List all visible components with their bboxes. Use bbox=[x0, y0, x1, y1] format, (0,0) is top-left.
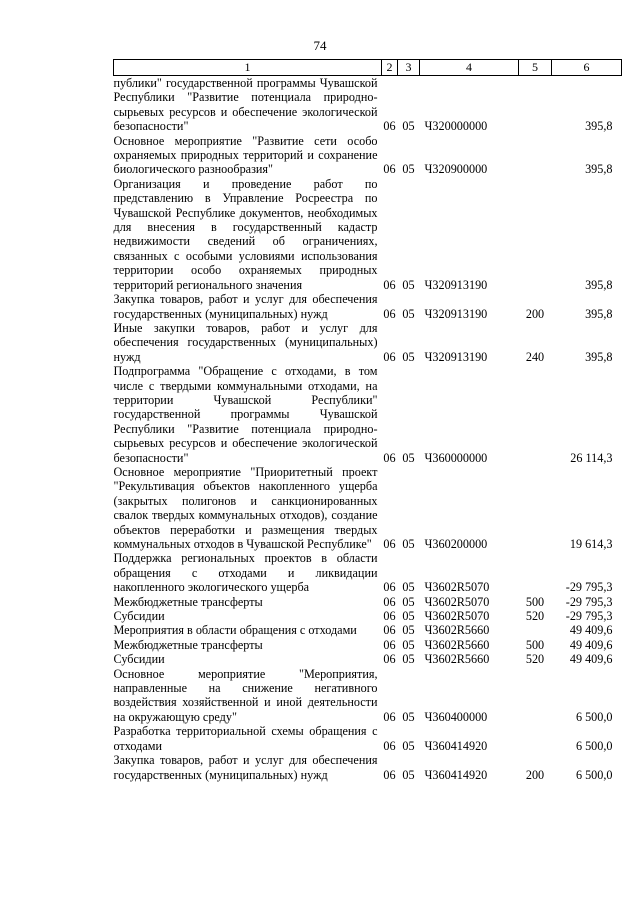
target-article-code-cell bbox=[420, 364, 519, 465]
target-article-code-cell bbox=[420, 76, 519, 134]
row-name: Субсидии bbox=[113, 609, 165, 624]
section-code-cell bbox=[382, 724, 398, 753]
section-code-cell bbox=[382, 76, 398, 134]
expense-type-code-cell bbox=[519, 551, 552, 594]
subsection-code-cell bbox=[398, 724, 420, 753]
row-name-cell bbox=[114, 753, 382, 782]
row-name-cell bbox=[114, 177, 382, 292]
row-name: Межбюджетные трансферты bbox=[113, 594, 263, 609]
subsection-code-cell bbox=[398, 364, 420, 465]
amount: 395,8 bbox=[585, 119, 613, 134]
col-header-4: 4 bbox=[420, 60, 519, 76]
section-code-cell bbox=[382, 134, 398, 177]
amount-cell bbox=[552, 364, 622, 465]
table-row bbox=[114, 465, 622, 551]
expense-type-code-cell bbox=[519, 321, 552, 364]
subsection-code-cell bbox=[398, 638, 420, 652]
subsection-code: 05 bbox=[402, 652, 415, 667]
table-row bbox=[114, 321, 622, 364]
target-article-code: Ч3602R5660 bbox=[424, 637, 490, 652]
subsection-code-cell bbox=[398, 667, 420, 725]
row-name: публики" государственной программы Чувашской Республики "Развитие потенциала природно-сырьевых ресурсов и обеспечение экологической безопасности" bbox=[113, 76, 378, 134]
amount: 49 409,6 bbox=[569, 637, 613, 652]
section-code: 06 bbox=[383, 349, 396, 364]
subsection-code-cell bbox=[398, 609, 420, 623]
expense-type-code-cell bbox=[519, 667, 552, 725]
subsection-code: 05 bbox=[402, 162, 415, 177]
expense-type-code-cell bbox=[519, 753, 552, 782]
section-code: 06 bbox=[383, 709, 396, 724]
subsection-code: 05 bbox=[402, 738, 415, 753]
subsection-code: 05 bbox=[402, 580, 415, 595]
table-row bbox=[114, 364, 622, 465]
expense-type-code-cell bbox=[519, 292, 552, 321]
target-article-code-cell bbox=[420, 623, 519, 637]
expense-type-code-cell bbox=[519, 465, 552, 551]
target-article-code-cell bbox=[420, 134, 519, 177]
section-code: 06 bbox=[383, 306, 396, 321]
amount-cell bbox=[552, 177, 622, 292]
row-name-cell bbox=[114, 638, 382, 652]
expense-type-code-cell bbox=[519, 623, 552, 637]
target-article-code: Ч3602R5070 bbox=[424, 594, 490, 609]
section-code-cell bbox=[382, 465, 398, 551]
amount-cell bbox=[552, 667, 622, 725]
row-name-cell bbox=[114, 609, 382, 623]
row-name-cell bbox=[114, 551, 382, 594]
target-article-code-cell bbox=[420, 551, 519, 594]
target-article-code: Ч3602R5070 bbox=[424, 580, 490, 595]
col-header-1: 1 bbox=[114, 60, 382, 76]
subsection-code: 05 bbox=[402, 306, 415, 321]
subsection-code: 05 bbox=[402, 450, 415, 465]
amount: 395,8 bbox=[585, 349, 613, 364]
target-article-code-cell bbox=[420, 321, 519, 364]
section-code: 06 bbox=[383, 580, 396, 595]
table-header-row bbox=[114, 60, 622, 76]
row-name-cell bbox=[114, 667, 382, 725]
subsection-code: 05 bbox=[402, 119, 415, 134]
table-row bbox=[114, 652, 622, 666]
section-code-cell bbox=[382, 609, 398, 623]
amount-cell bbox=[552, 609, 622, 623]
section-code-cell bbox=[382, 652, 398, 666]
target-article-code: Ч360200000 bbox=[424, 537, 488, 551]
amount: -29 795,3 bbox=[565, 609, 613, 624]
table-row bbox=[114, 623, 622, 637]
amount-cell bbox=[552, 321, 622, 364]
table-row bbox=[114, 724, 622, 753]
expense-type-code: 200 bbox=[525, 767, 545, 782]
amount: 6 500,0 bbox=[575, 767, 613, 782]
amount: -29 795,3 bbox=[565, 580, 613, 595]
row-name-cell bbox=[114, 595, 382, 609]
subsection-code-cell bbox=[398, 623, 420, 637]
row-name-cell bbox=[114, 364, 382, 465]
target-article-code-cell bbox=[420, 609, 519, 623]
section-code-cell bbox=[382, 551, 398, 594]
table-row bbox=[114, 667, 622, 725]
target-article-code-cell bbox=[420, 465, 519, 551]
section-code: 06 bbox=[383, 450, 396, 465]
row-name: Основное мероприятие "Приоритетный проект "Рекультивация объектов накопленного ущерба (закрытых полигонов и санкционированных свалок твердых коммунальных отходов), создание объектов переработки и размещения твердых коммунальных отходов в Чувашской Республике" bbox=[113, 464, 378, 551]
amount-cell bbox=[552, 623, 622, 637]
amount: 395,8 bbox=[585, 306, 613, 321]
amount-cell bbox=[552, 724, 622, 753]
target-article-code: Ч320913190 bbox=[424, 306, 488, 321]
amount: 49 409,6 bbox=[569, 623, 613, 638]
subsection-code: 05 bbox=[402, 594, 415, 609]
section-code-cell bbox=[382, 177, 398, 292]
row-name: Закупка товаров, работ и услуг для обеспечения государственных (муниципальных) нужд bbox=[113, 753, 378, 782]
table-row bbox=[114, 609, 622, 623]
expense-type-code-cell bbox=[519, 364, 552, 465]
subsection-code-cell bbox=[398, 652, 420, 666]
subsection-code: 05 bbox=[402, 537, 415, 551]
amount: 26 114,3 bbox=[570, 450, 613, 465]
expense-type-code: 520 bbox=[525, 609, 545, 624]
target-article-code: Ч360414920 bbox=[424, 767, 488, 782]
row-name: Подпрограмма "Обращение с отходами, в том числе с твердыми коммунальными отходами, на территории Чувашской Республики" государственной программы Чувашской Республики "Развитие потенциала природно-сырьевых ресурсов и обеспечение экологической безопасности" bbox=[113, 364, 378, 465]
row-name-cell bbox=[114, 134, 382, 177]
subsection-code-cell bbox=[398, 177, 420, 292]
section-code-cell bbox=[382, 753, 398, 782]
section-code-cell bbox=[382, 638, 398, 652]
section-code: 06 bbox=[383, 738, 396, 753]
expense-type-code-cell bbox=[519, 724, 552, 753]
subsection-code-cell bbox=[398, 76, 420, 134]
row-name-cell bbox=[114, 292, 382, 321]
target-article-code: Ч3602R5070 bbox=[424, 609, 490, 624]
subsection-code: 05 bbox=[402, 709, 415, 724]
row-name-cell bbox=[114, 465, 382, 551]
subsection-code-cell bbox=[398, 292, 420, 321]
amount: 6 500,0 bbox=[575, 738, 613, 753]
target-article-code-cell bbox=[420, 638, 519, 652]
amount: 6 500,0 bbox=[575, 709, 613, 724]
subsection-code-cell bbox=[398, 321, 420, 364]
expense-type-code-cell bbox=[519, 609, 552, 623]
section-code-cell bbox=[382, 292, 398, 321]
subsection-code: 05 bbox=[402, 349, 415, 364]
table-row bbox=[114, 551, 622, 594]
col-header-3: 3 bbox=[398, 60, 420, 76]
target-article-code-cell bbox=[420, 724, 519, 753]
amount-cell bbox=[552, 595, 622, 609]
target-article-code: Ч320913190 bbox=[424, 349, 488, 364]
section-code: 06 bbox=[383, 609, 396, 624]
table-row bbox=[114, 134, 622, 177]
section-code: 06 bbox=[383, 767, 396, 782]
table-row bbox=[114, 595, 622, 609]
subsection-code-cell bbox=[398, 551, 420, 594]
table-row bbox=[114, 292, 622, 321]
subsection-code: 05 bbox=[402, 637, 415, 652]
subsection-code-cell bbox=[398, 134, 420, 177]
col-header-5: 5 bbox=[519, 60, 552, 76]
section-code: 06 bbox=[383, 637, 396, 652]
subsection-code: 05 bbox=[402, 767, 415, 782]
row-name: Основное мероприятие "Развитие сети особо охраняемых природных территорий и сохранение биологического разнообразия" bbox=[113, 133, 378, 177]
subsection-code-cell bbox=[398, 595, 420, 609]
row-name-cell bbox=[114, 652, 382, 666]
target-article-code: Ч3602R5660 bbox=[424, 652, 490, 667]
row-name-cell bbox=[114, 321, 382, 364]
row-name: Поддержка региональных проектов в области обращения с отходами и ликвидации накопленного экологического ущерба bbox=[113, 551, 378, 595]
section-code: 06 bbox=[383, 623, 396, 638]
target-article-code: Ч3602R5660 bbox=[424, 623, 490, 638]
col-header-2: 2 bbox=[382, 60, 398, 76]
row-name: Основное мероприятие "Мероприятия, направленные на снижение негативного воздействия хозяйственной и иной деятельности на окружающую среду" bbox=[113, 666, 378, 724]
target-article-code: Ч360400000 bbox=[424, 709, 488, 724]
amount-cell bbox=[552, 134, 622, 177]
target-article-code-cell bbox=[420, 667, 519, 725]
expense-type-code: 240 bbox=[525, 349, 545, 364]
target-article-code: Ч360000000 bbox=[424, 450, 488, 465]
section-code-cell bbox=[382, 321, 398, 364]
row-name: Закупка товаров, работ и услуг для обеспечения государственных (муниципальных) нужд bbox=[113, 292, 378, 321]
expense-type-code: 520 bbox=[525, 652, 545, 667]
target-article-code: Ч320000000 bbox=[424, 119, 488, 134]
amount-cell bbox=[552, 551, 622, 594]
amount: 49 409,6 bbox=[569, 652, 613, 667]
row-name-cell bbox=[114, 76, 382, 134]
amount-cell bbox=[552, 638, 622, 652]
target-article-code: Ч320900000 bbox=[424, 162, 488, 177]
expense-type-code: 500 bbox=[525, 637, 545, 652]
row-name: Иные закупки товаров, работ и услуг для обеспечения государственных (муниципальных) нужд bbox=[113, 320, 378, 364]
row-name: Межбюджетные трансферты bbox=[113, 637, 263, 652]
section-code-cell bbox=[382, 667, 398, 725]
row-name-cell bbox=[114, 623, 382, 637]
expense-type-code-cell bbox=[519, 652, 552, 666]
section-code: 06 bbox=[383, 277, 396, 292]
section-code-cell bbox=[382, 623, 398, 637]
target-article-code-cell bbox=[420, 753, 519, 782]
target-article-code-cell bbox=[420, 177, 519, 292]
row-name: Организация и проведение работ по представлению в Управление Росреестра по Чувашской Республике документов, необходимых для внесения в государственный кадастр недвижимости сведений об ограничениях, связанных с особыми условиями использования территории особо охраняемых природных территорий регионального значения bbox=[113, 176, 378, 292]
subsection-code: 05 bbox=[402, 623, 415, 638]
table-row bbox=[114, 76, 622, 134]
expense-type-code: 500 bbox=[525, 594, 545, 609]
section-code: 06 bbox=[383, 652, 396, 667]
amount-cell bbox=[552, 465, 622, 551]
section-code-cell bbox=[382, 364, 398, 465]
section-code: 06 bbox=[383, 119, 396, 134]
section-code-cell bbox=[382, 595, 398, 609]
section-code: 06 bbox=[383, 162, 396, 177]
section-code: 06 bbox=[383, 537, 396, 551]
amount-cell bbox=[552, 292, 622, 321]
expense-type-code-cell bbox=[519, 134, 552, 177]
amount-cell bbox=[552, 652, 622, 666]
subsection-code-cell bbox=[398, 753, 420, 782]
amount: 395,8 bbox=[585, 162, 613, 177]
expense-type-code-cell bbox=[519, 76, 552, 134]
subsection-code: 05 bbox=[402, 609, 415, 624]
target-article-code-cell bbox=[420, 292, 519, 321]
row-name: Разработка территориальной схемы обращения с отходами bbox=[113, 724, 378, 753]
amount: -29 795,3 bbox=[565, 594, 613, 609]
row-name: Субсидии bbox=[113, 652, 165, 667]
amount-cell bbox=[552, 753, 622, 782]
page-number: 74 bbox=[313, 38, 327, 53]
amount: 395,8 bbox=[585, 277, 613, 292]
table-row bbox=[114, 753, 622, 782]
col-header-6: 6 bbox=[552, 60, 622, 76]
expense-type-code: 200 bbox=[525, 306, 545, 321]
target-article-code-cell bbox=[420, 595, 519, 609]
target-article-code-cell bbox=[420, 652, 519, 666]
expense-type-code-cell bbox=[519, 638, 552, 652]
table-row bbox=[114, 177, 622, 292]
target-article-code: Ч360414920 bbox=[424, 738, 488, 753]
expense-type-code-cell bbox=[519, 177, 552, 292]
amount-cell bbox=[552, 76, 622, 134]
row-name: Мероприятия в области обращения с отходами bbox=[113, 623, 357, 638]
amount: 19 614,3 bbox=[569, 537, 613, 551]
subsection-code-cell bbox=[398, 465, 420, 551]
budget-table bbox=[113, 59, 622, 782]
subsection-code: 05 bbox=[402, 277, 415, 292]
target-article-code: Ч320913190 bbox=[424, 277, 488, 292]
section-code: 06 bbox=[383, 594, 396, 609]
row-name-cell bbox=[114, 724, 382, 753]
table-row bbox=[114, 638, 622, 652]
expense-type-code-cell bbox=[519, 595, 552, 609]
